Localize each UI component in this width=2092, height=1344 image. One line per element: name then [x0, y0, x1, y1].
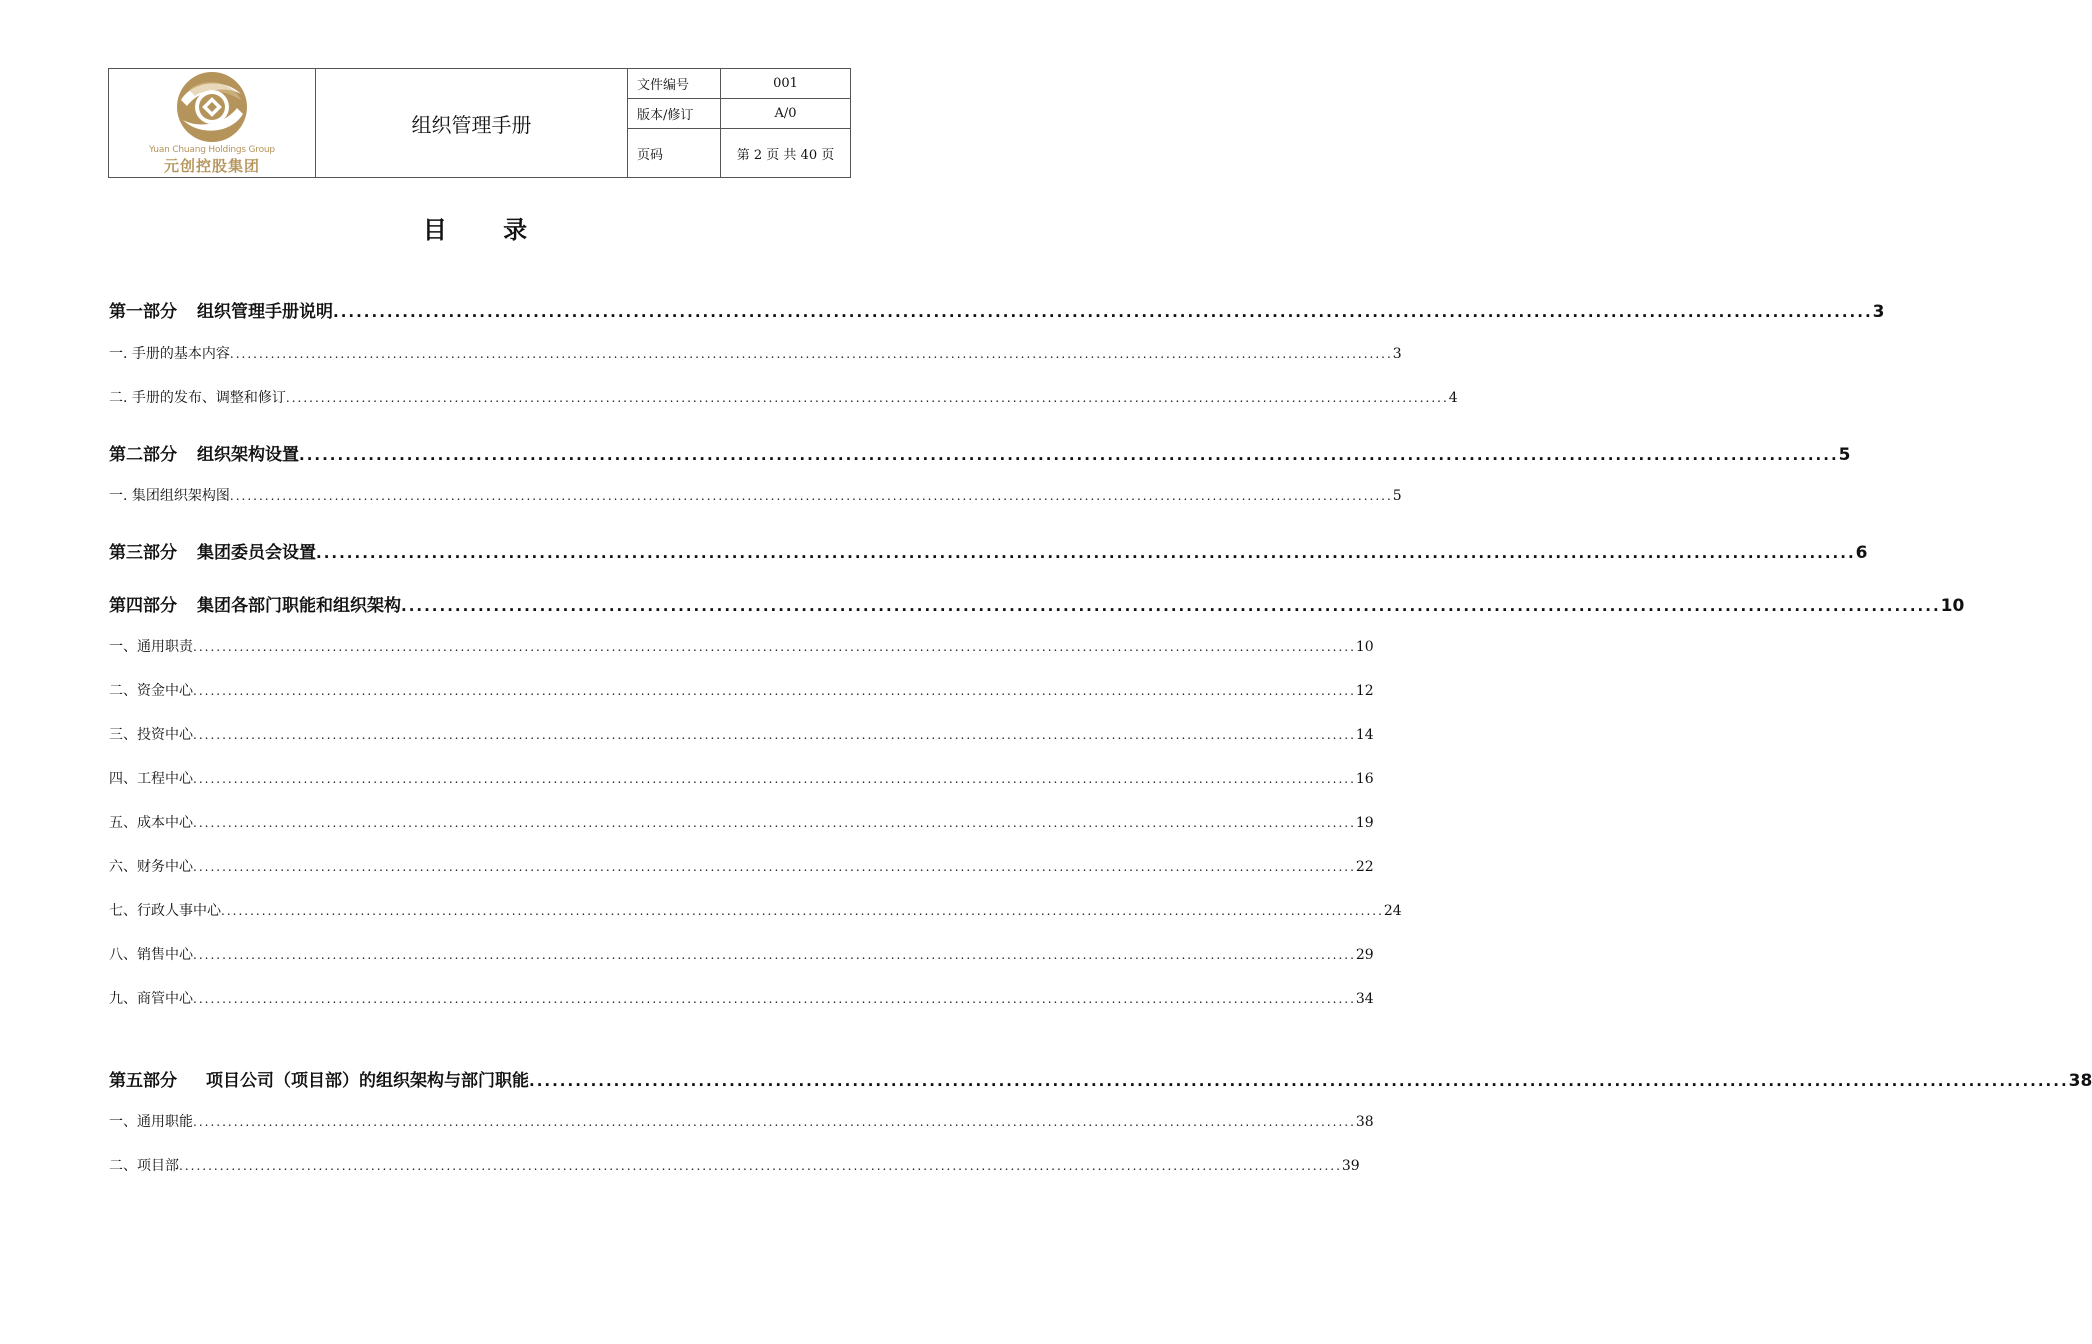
- toc-section-title: 七、行政人事中心: [109, 903, 221, 919]
- version-value: A/0: [721, 99, 851, 129]
- toc-dot-leader: ........................................................................................................................................................................................................: [401, 597, 1941, 615]
- toc-dot-leader: ........................................................................................................................................................................................................: [285, 391, 1449, 405]
- toc-dot-leader: ........................................................................................................................................................................................................: [193, 860, 1356, 874]
- toc-section-title: 三、投资中心: [109, 727, 193, 743]
- toc-section-title: 一、通用职能: [109, 1114, 193, 1130]
- toc-page-number: 3: [1392, 346, 1402, 362]
- toc-part-entry[interactable]: [109, 297, 1885, 322]
- toc-section-entry[interactable]: [109, 988, 1374, 1008]
- toc-section-entry[interactable]: [109, 1111, 1374, 1131]
- toc-dot-leader: ........................................................................................................................................................................................................: [193, 992, 1356, 1006]
- toc-dot-leader: ........................................................................................................................................................................................................: [229, 489, 1393, 503]
- toc-dot-leader: ........................................................................................................................................................................................................: [179, 1159, 1342, 1173]
- toc-part-title: 集团委员会设置: [197, 543, 316, 563]
- company-emblem-icon: [175, 70, 249, 144]
- toc-part-entry[interactable]: [109, 538, 1868, 563]
- toc-page-number: 38: [1355, 1114, 1374, 1130]
- toc-page-number: 10: [1355, 639, 1374, 655]
- toc-dot-leader: ........................................................................................................................................................................................................: [193, 684, 1356, 698]
- toc-section-entry[interactable]: [109, 636, 1374, 656]
- toc-section-title: 五、成本中心: [109, 815, 193, 831]
- toc-part-number: 第三部分: [109, 543, 177, 563]
- toc-page-number: 12: [1355, 683, 1374, 699]
- company-logo: [109, 70, 315, 176]
- toc-part-number: 第一部分: [109, 302, 177, 322]
- toc-section-title: 八、销售中心: [109, 947, 193, 963]
- toc-dot-leader: ........................................................................................................................................................................................................: [229, 347, 1393, 361]
- toc-dot-leader: ........................................................................................................................................................................................................: [333, 303, 1873, 321]
- toc-part-title: 组织管理手册说明: [197, 302, 333, 322]
- toc-page-number: 22: [1355, 859, 1374, 875]
- toc-section-entry[interactable]: [109, 812, 1374, 832]
- toc-section-title: 二. 手册的发布、调整和修订: [109, 390, 286, 406]
- toc-page-number: 5: [1392, 488, 1402, 504]
- toc-section-entry[interactable]: [109, 1155, 1360, 1175]
- page-label: 页码: [628, 129, 721, 178]
- manual-title: 组织管理手册: [316, 69, 628, 178]
- toc-dot-leader: ........................................................................................................................................................................................................: [221, 904, 1384, 918]
- toc-dot-leader: ........................................................................................................................................................................................................: [193, 640, 1356, 654]
- toc-section-title: 一. 集团组织架构图: [109, 488, 230, 504]
- toc-part-entry[interactable]: [109, 440, 1851, 465]
- toc-section-entry[interactable]: [109, 856, 1374, 876]
- toc-section-entry[interactable]: [109, 900, 1402, 920]
- file-number-label: 文件编号: [628, 69, 721, 99]
- toc-section-title: 一. 手册的基本内容: [109, 346, 230, 362]
- toc-dot-leader: ........................................................................................................................................................................................................: [193, 1115, 1356, 1129]
- toc-part-entry[interactable]: [109, 1066, 2092, 1091]
- document-header-table: [108, 68, 851, 178]
- toc-section-entry[interactable]: [109, 387, 1458, 407]
- toc-part-title: 集团各部门职能和组织架构: [197, 596, 401, 616]
- toc-part-title: 项目公司（项目部）的组织架构与部门职能: [206, 1071, 529, 1091]
- toc-page-number: 16: [1355, 771, 1374, 787]
- toc-page-number: 10: [1940, 596, 1965, 616]
- version-label: 版本/修订: [628, 99, 721, 129]
- toc-page-number: 3: [1872, 302, 1885, 322]
- toc-section-title: 一、通用职责: [109, 639, 193, 655]
- toc-title: 目 录: [422, 216, 552, 244]
- toc-page-number: 29: [1355, 947, 1374, 963]
- toc-dot-leader: ........................................................................................................................................................................................................: [193, 816, 1356, 830]
- toc-page-number: 14: [1355, 727, 1374, 743]
- toc-dot-leader: ........................................................................................................................................................................................................: [193, 772, 1356, 786]
- logo-english-name: Yuan Chuang Holdings Group: [149, 145, 275, 155]
- toc-dot-leader: ........................................................................................................................................................................................................: [193, 728, 1356, 742]
- toc-section-title: 九、商管中心: [109, 991, 193, 1007]
- toc-page-number: 38: [2068, 1071, 2092, 1091]
- toc-page-number: 34: [1355, 991, 1374, 1007]
- toc-part-title: 组织架构设置: [197, 445, 299, 465]
- toc-dot-leader: ........................................................................................................................................................................................................: [316, 544, 1856, 562]
- toc-part-number: 第二部分: [109, 445, 177, 465]
- page-value: 第 2 页 共 40 页: [721, 129, 851, 178]
- toc-part-number: 第四部分: [109, 596, 177, 616]
- logo-chinese-name: 元创控股集团: [163, 157, 260, 175]
- toc-section-entry[interactable]: [109, 768, 1374, 788]
- toc-dot-leader: ........................................................................................................................................................................................................: [299, 446, 1839, 464]
- toc-page-number: 39: [1341, 1158, 1360, 1174]
- logo-cell: [109, 69, 316, 178]
- toc-dot-leader: ........................................................................................................................................................................................................: [529, 1072, 2069, 1090]
- toc-page-number: 5: [1838, 445, 1851, 465]
- toc-part-number: 第五部分: [109, 1071, 177, 1091]
- toc-dot-leader: ........................................................................................................................................................................................................: [193, 948, 1356, 962]
- toc-section-entry[interactable]: [109, 485, 1402, 505]
- toc-section-title: 四、工程中心: [109, 771, 193, 787]
- file-number-value: 001: [721, 69, 851, 99]
- toc-page-number: 4: [1448, 390, 1458, 406]
- toc-page-number: 24: [1383, 903, 1402, 919]
- toc-section-entry[interactable]: [109, 680, 1374, 700]
- toc-section-entry[interactable]: [109, 944, 1374, 964]
- toc-section-entry[interactable]: [109, 724, 1374, 744]
- toc-page-number: 19: [1355, 815, 1374, 831]
- toc-section-entry[interactable]: [109, 343, 1402, 363]
- toc-part-entry[interactable]: [109, 591, 1965, 616]
- toc-section-title: 二、项目部: [109, 1158, 179, 1174]
- toc-page-number: 6: [1855, 543, 1868, 563]
- toc-section-title: 二、资金中心: [109, 683, 193, 699]
- toc-section-title: 六、财务中心: [109, 859, 193, 875]
